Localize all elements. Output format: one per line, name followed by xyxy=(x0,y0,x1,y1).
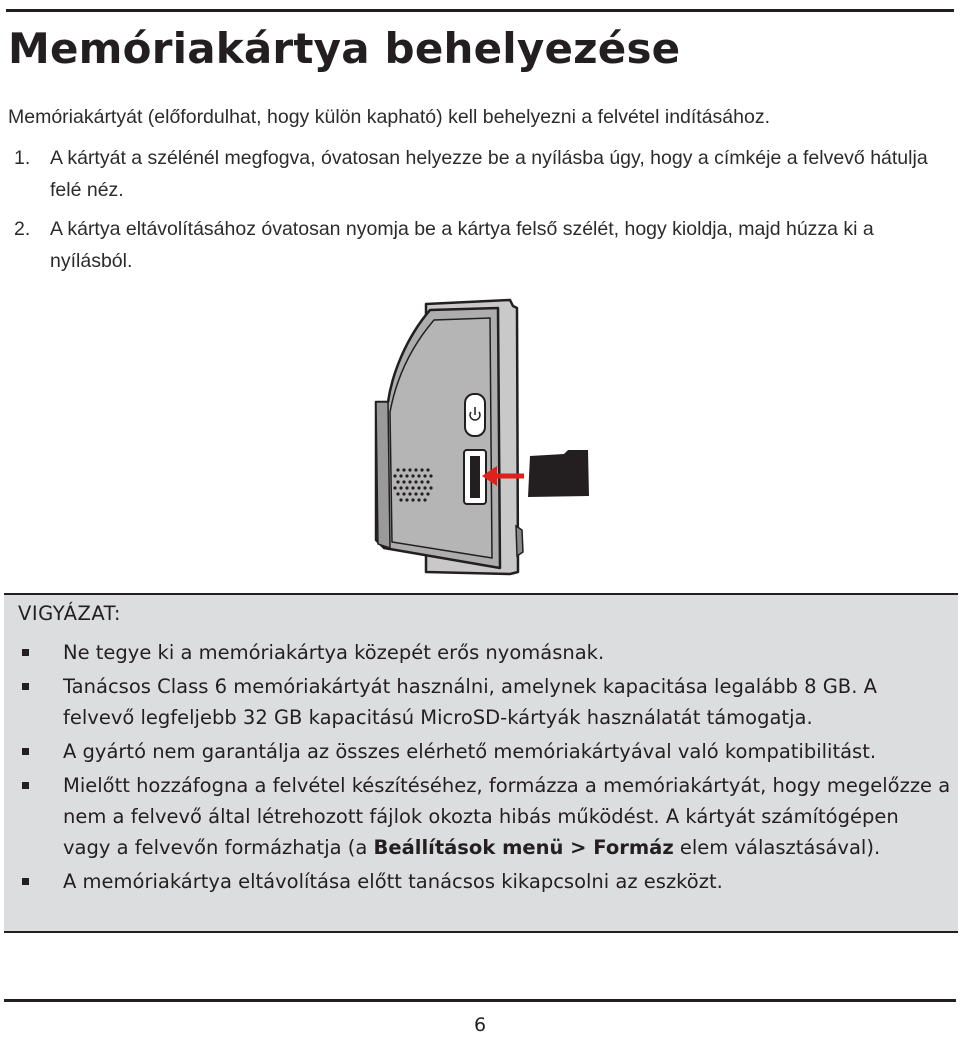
intro-text: Memóriakártyát (előfordulhat, hogy külön kapható) kell behelyezni a felvétel indításához. xyxy=(8,106,771,128)
card-insertion-illustration xyxy=(360,296,600,576)
step-item xyxy=(14,213,954,277)
step-number: 2. xyxy=(14,218,31,240)
microsd-card-icon xyxy=(528,450,589,497)
power-icon xyxy=(465,394,485,436)
caution-text-before: Mielőtt hozzáfogna a felvétel készítéséhez, formázza a memóriakártyát, hogy megelőzze a nem a felvevő által létrehozott fájlok okozta hibás működést. A kártyát számítógépen vagy a felvevőn formázhatja (a xyxy=(63,774,951,859)
caution-text: Ne tegye ki a memóriakártya közepét erős nyomásnak. xyxy=(63,641,605,664)
dashcam-side-icon xyxy=(360,296,600,576)
caution-title: VIGYÁZAT: xyxy=(18,602,121,625)
page-title: Memóriakártya behelyezése xyxy=(8,24,681,73)
step-text: A kártyát a szélénél megfogva, óvatosan helyezze be a nyílásba úgy, hogy a címkéje a felvevő hátulja felé néz. xyxy=(50,147,928,201)
bullet-icon xyxy=(22,878,29,885)
caution-item xyxy=(22,736,952,767)
bullet-icon xyxy=(22,782,29,789)
caution-text-after: elem választásával). xyxy=(673,836,881,859)
caution-item xyxy=(22,770,952,863)
steps-list xyxy=(14,142,954,284)
step-number: 1. xyxy=(14,147,31,169)
caution-box xyxy=(4,593,958,933)
caution-list xyxy=(22,637,952,900)
top-rule xyxy=(6,9,954,12)
caution-item xyxy=(22,866,952,897)
bullet-icon xyxy=(22,649,29,656)
caution-text xyxy=(63,770,952,863)
step-text: A kártya eltávolításához óvatosan nyomja be a kártya felső szélét, hogy kioldja, majd húzza ki a nyílásból. xyxy=(50,218,874,272)
menu-path: Beállítások menü > Formáz xyxy=(373,836,674,859)
bullet-icon xyxy=(22,748,29,755)
caution-text: A gyártó nem garantálja az összes elérhető memóriakártyával való kompatibilitást. xyxy=(63,740,877,763)
caution-item xyxy=(22,637,952,668)
bullet-icon xyxy=(22,683,29,690)
page-number: 6 xyxy=(473,1014,487,1036)
caution-item xyxy=(22,671,952,733)
step-item xyxy=(14,142,954,206)
bottom-rule xyxy=(4,999,956,1002)
card-slot-icon xyxy=(464,450,486,504)
caution-text: Tanácsos Class 6 memóriakártyát használni, amelynek kapacitása legalább 8 GB. A felvevő legfeljebb 32 GB kapacitású MicroSD-kártyák használatát támogatja. xyxy=(63,675,877,729)
caution-text: A memóriakártya eltávolítása előtt tanácsos kikapcsolni az eszközt. xyxy=(63,870,723,893)
